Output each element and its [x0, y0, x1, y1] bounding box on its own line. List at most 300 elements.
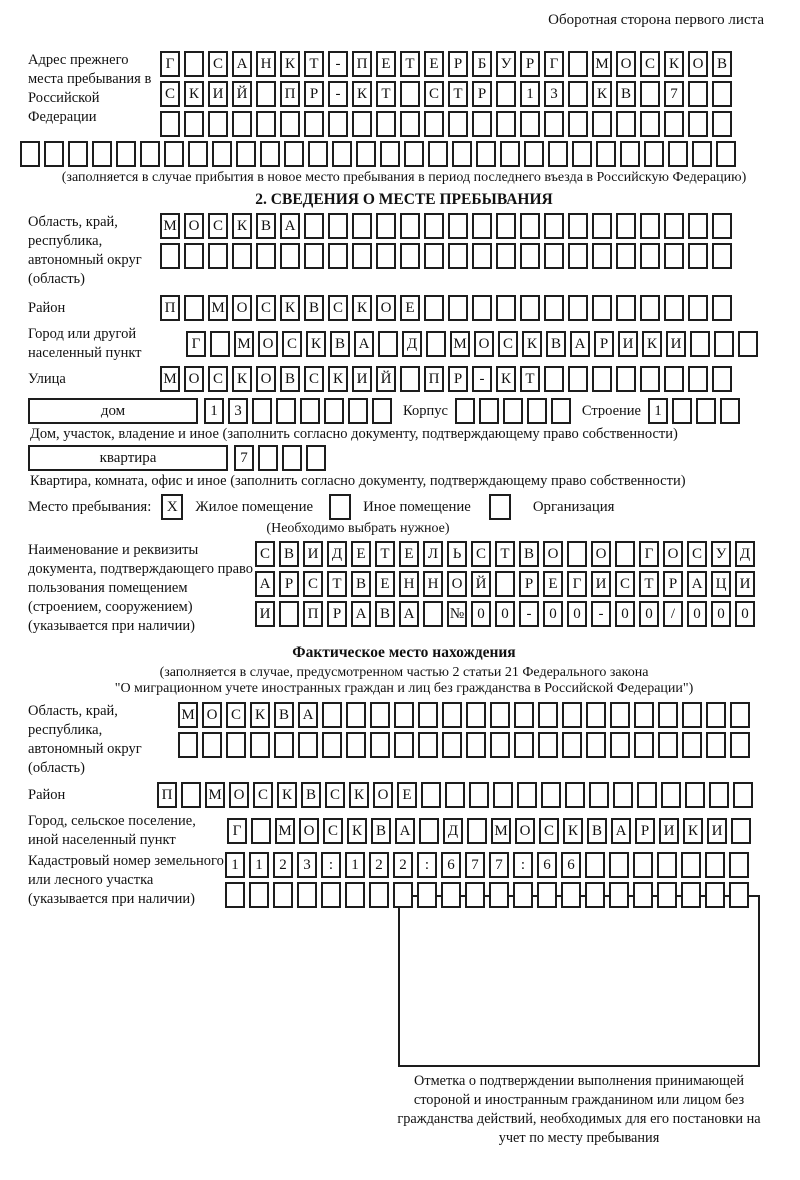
char-cell[interactable]: Б [472, 51, 492, 77]
char-cell[interactable] [276, 398, 296, 424]
char-cell[interactable]: В [371, 818, 391, 844]
char-cell[interactable]: В [546, 331, 566, 357]
char-cell[interactable] [692, 141, 712, 167]
char-cell[interactable]: К [232, 366, 252, 392]
region-row-2[interactable] [160, 243, 736, 269]
char-cell[interactable]: М [234, 331, 254, 357]
char-cell[interactable]: В [279, 541, 299, 567]
char-cell[interactable]: П [157, 782, 177, 808]
char-cell[interactable] [586, 732, 606, 758]
char-cell[interactable]: Г [186, 331, 206, 357]
char-cell[interactable] [616, 243, 636, 269]
district-row[interactable] [160, 295, 736, 321]
char-cell[interactable] [712, 213, 732, 239]
char-cell[interactable]: Р [635, 818, 655, 844]
char-cell[interactable]: Е [375, 571, 395, 597]
fact-region-row-1[interactable] [178, 702, 754, 728]
stroenie-row[interactable] [648, 398, 744, 424]
char-cell[interactable]: О [184, 213, 204, 239]
char-cell[interactable]: О [688, 51, 708, 77]
char-cell[interactable]: А [351, 601, 371, 627]
char-cell[interactable] [496, 213, 516, 239]
char-cell[interactable] [92, 141, 112, 167]
char-cell[interactable] [448, 111, 468, 137]
char-cell[interactable] [586, 702, 606, 728]
char-cell[interactable] [596, 141, 616, 167]
char-cell[interactable]: С [160, 81, 180, 107]
char-cell[interactable] [469, 782, 489, 808]
char-cell[interactable] [424, 295, 444, 321]
char-cell[interactable]: К [563, 818, 583, 844]
char-cell[interactable]: 1 [204, 398, 224, 424]
char-cell[interactable] [400, 366, 420, 392]
char-cell[interactable] [300, 398, 320, 424]
char-cell[interactable] [297, 882, 317, 908]
char-cell[interactable] [465, 882, 485, 908]
char-cell[interactable] [428, 141, 448, 167]
char-cell[interactable] [424, 111, 444, 137]
char-cell[interactable] [685, 782, 705, 808]
char-cell[interactable]: К [683, 818, 703, 844]
char-cell[interactable] [592, 295, 612, 321]
char-cell[interactable] [681, 882, 701, 908]
char-cell[interactable] [304, 213, 324, 239]
char-cell[interactable] [568, 111, 588, 137]
char-cell[interactable]: И [303, 541, 323, 567]
char-cell[interactable] [376, 111, 396, 137]
char-cell[interactable]: В [274, 702, 294, 728]
char-cell[interactable]: А [232, 51, 252, 77]
char-cell[interactable] [256, 111, 276, 137]
char-cell[interactable]: О [184, 366, 204, 392]
char-cell[interactable] [696, 398, 716, 424]
char-cell[interactable] [20, 141, 40, 167]
char-cell[interactable]: Н [256, 51, 276, 77]
char-cell[interactable] [394, 732, 414, 758]
char-cell[interactable] [657, 852, 677, 878]
char-cell[interactable]: Р [472, 81, 492, 107]
char-cell[interactable] [514, 702, 534, 728]
char-cell[interactable] [448, 213, 468, 239]
char-cell[interactable] [352, 213, 372, 239]
char-cell[interactable]: О [591, 541, 611, 567]
char-cell[interactable] [517, 782, 537, 808]
document-row-3[interactable] [255, 601, 759, 627]
char-cell[interactable] [273, 882, 293, 908]
char-cell[interactable]: О [616, 51, 636, 77]
char-cell[interactable] [202, 732, 222, 758]
char-cell[interactable] [308, 141, 328, 167]
char-cell[interactable]: А [298, 702, 318, 728]
char-cell[interactable] [181, 782, 201, 808]
document-row-2[interactable] [255, 571, 759, 597]
char-cell[interactable] [634, 732, 654, 758]
char-cell[interactable]: Д [735, 541, 755, 567]
char-cell[interactable] [524, 141, 544, 167]
char-cell[interactable] [400, 111, 420, 137]
char-cell[interactable] [212, 141, 232, 167]
char-cell[interactable] [731, 818, 751, 844]
char-cell[interactable]: В [256, 213, 276, 239]
char-cell[interactable] [544, 366, 564, 392]
char-cell[interactable] [541, 782, 561, 808]
prev-address-row-4[interactable] [20, 141, 780, 167]
char-cell[interactable]: К [522, 331, 542, 357]
char-cell[interactable] [720, 398, 740, 424]
char-cell[interactable]: 0 [735, 601, 755, 627]
char-cell[interactable] [423, 601, 443, 627]
char-cell[interactable] [640, 295, 660, 321]
char-cell[interactable]: А [354, 331, 374, 357]
char-cell[interactable]: Р [448, 366, 468, 392]
char-cell[interactable]: 0 [711, 601, 731, 627]
char-cell[interactable]: - [328, 51, 348, 77]
char-cell[interactable] [585, 882, 605, 908]
char-cell[interactable] [495, 571, 515, 597]
char-cell[interactable] [424, 213, 444, 239]
char-cell[interactable] [544, 213, 564, 239]
char-cell[interactable] [421, 782, 441, 808]
char-cell[interactable]: С [323, 818, 343, 844]
char-cell[interactable] [418, 702, 438, 728]
char-cell[interactable] [609, 882, 629, 908]
char-cell[interactable]: И [659, 818, 679, 844]
char-cell[interactable]: Н [399, 571, 419, 597]
char-cell[interactable] [616, 213, 636, 239]
char-cell[interactable] [258, 445, 278, 471]
char-cell[interactable]: В [375, 601, 395, 627]
char-cell[interactable] [610, 732, 630, 758]
char-cell[interactable]: А [280, 213, 300, 239]
char-cell[interactable]: С [687, 541, 707, 567]
char-cell[interactable]: К [496, 366, 516, 392]
char-cell[interactable] [282, 445, 302, 471]
char-cell[interactable]: М [178, 702, 198, 728]
char-cell[interactable] [394, 702, 414, 728]
char-cell[interactable] [164, 141, 184, 167]
char-cell[interactable] [380, 141, 400, 167]
char-cell[interactable]: М [275, 818, 295, 844]
char-cell[interactable]: И [208, 81, 228, 107]
char-cell[interactable] [328, 111, 348, 137]
char-cell[interactable] [568, 51, 588, 77]
char-cell[interactable] [709, 782, 729, 808]
street-row[interactable] [160, 366, 736, 392]
char-cell[interactable] [716, 141, 736, 167]
cadastral-row-2[interactable] [225, 882, 753, 908]
char-cell[interactable] [520, 295, 540, 321]
char-cell[interactable] [640, 111, 660, 137]
char-cell[interactable] [304, 111, 324, 137]
char-cell[interactable]: - [519, 601, 539, 627]
char-cell[interactable]: Н [423, 571, 443, 597]
char-cell[interactable]: № [447, 601, 467, 627]
char-cell[interactable]: С [498, 331, 518, 357]
char-cell[interactable]: Т [495, 541, 515, 567]
char-cell[interactable] [681, 852, 701, 878]
char-cell[interactable]: Е [424, 51, 444, 77]
char-cell[interactable] [400, 243, 420, 269]
char-cell[interactable] [448, 295, 468, 321]
char-cell[interactable]: 0 [543, 601, 563, 627]
char-cell[interactable]: Ь [447, 541, 467, 567]
char-cell[interactable] [568, 213, 588, 239]
region-row-1[interactable] [160, 213, 736, 239]
char-cell[interactable] [682, 732, 702, 758]
char-cell[interactable] [328, 213, 348, 239]
char-cell[interactable] [688, 243, 708, 269]
char-cell[interactable] [706, 702, 726, 728]
char-cell[interactable]: К [328, 366, 348, 392]
char-cell[interactable] [544, 243, 564, 269]
char-cell[interactable] [538, 702, 558, 728]
char-cell[interactable]: А [395, 818, 415, 844]
char-cell[interactable] [345, 882, 365, 908]
char-cell[interactable] [705, 882, 725, 908]
char-cell[interactable] [657, 882, 677, 908]
char-cell[interactable] [568, 366, 588, 392]
char-cell[interactable]: И [735, 571, 755, 597]
char-cell[interactable]: О [229, 782, 249, 808]
char-cell[interactable] [489, 882, 509, 908]
char-cell[interactable]: А [687, 571, 707, 597]
char-cell[interactable] [496, 81, 516, 107]
char-cell[interactable] [442, 702, 462, 728]
char-cell[interactable] [188, 141, 208, 167]
char-cell[interactable] [520, 111, 540, 137]
char-cell[interactable] [661, 782, 681, 808]
char-cell[interactable]: В [304, 295, 324, 321]
char-cell[interactable] [445, 782, 465, 808]
char-cell[interactable] [567, 541, 587, 567]
char-cell[interactable]: Р [594, 331, 614, 357]
char-cell[interactable]: С [615, 571, 635, 597]
char-cell[interactable] [251, 818, 271, 844]
char-cell[interactable] [442, 732, 462, 758]
char-cell[interactable]: О [256, 366, 276, 392]
char-cell[interactable] [322, 732, 342, 758]
char-cell[interactable]: О [447, 571, 467, 597]
char-cell[interactable] [616, 295, 636, 321]
char-cell[interactable]: Г [160, 51, 180, 77]
char-cell[interactable] [404, 141, 424, 167]
char-cell[interactable]: А [570, 331, 590, 357]
char-cell[interactable] [496, 243, 516, 269]
char-cell[interactable] [466, 732, 486, 758]
char-cell[interactable] [232, 243, 252, 269]
char-cell[interactable] [348, 398, 368, 424]
char-cell[interactable] [688, 111, 708, 137]
char-cell[interactable]: Р [279, 571, 299, 597]
char-cell[interactable] [688, 366, 708, 392]
char-cell[interactable] [688, 295, 708, 321]
char-cell[interactable] [280, 243, 300, 269]
char-cell[interactable]: Р [304, 81, 324, 107]
char-cell[interactable]: П [280, 81, 300, 107]
char-cell[interactable] [688, 213, 708, 239]
char-cell[interactable]: О [299, 818, 319, 844]
char-cell[interactable] [712, 366, 732, 392]
char-cell[interactable]: Е [376, 51, 396, 77]
char-cell[interactable]: 6 [537, 852, 557, 878]
char-cell[interactable]: С [640, 51, 660, 77]
char-cell[interactable] [640, 81, 660, 107]
char-cell[interactable]: Д [327, 541, 347, 567]
char-cell[interactable] [664, 243, 684, 269]
char-cell[interactable]: Й [471, 571, 491, 597]
char-cell[interactable]: И [618, 331, 638, 357]
char-cell[interactable]: 1 [345, 852, 365, 878]
char-cell[interactable] [424, 243, 444, 269]
char-cell[interactable] [503, 398, 523, 424]
char-cell[interactable] [682, 702, 702, 728]
char-cell[interactable]: 6 [441, 852, 461, 878]
char-cell[interactable] [658, 732, 678, 758]
char-cell[interactable] [664, 295, 684, 321]
char-cell[interactable] [634, 702, 654, 728]
char-cell[interactable]: О [663, 541, 683, 567]
char-cell[interactable]: 2 [273, 852, 293, 878]
char-cell[interactable]: С [208, 51, 228, 77]
char-cell[interactable]: Т [520, 366, 540, 392]
char-cell[interactable] [690, 331, 710, 357]
char-cell[interactable]: Й [232, 81, 252, 107]
char-cell[interactable] [68, 141, 88, 167]
char-cell[interactable]: У [711, 541, 731, 567]
char-cell[interactable]: Е [400, 295, 420, 321]
char-cell[interactable] [664, 111, 684, 137]
char-cell[interactable]: В [351, 571, 371, 597]
char-cell[interactable] [688, 81, 708, 107]
char-cell[interactable] [393, 882, 413, 908]
char-cell[interactable]: 6 [561, 852, 581, 878]
char-cell[interactable] [476, 141, 496, 167]
char-cell[interactable]: О [202, 702, 222, 728]
char-cell[interactable]: А [255, 571, 275, 597]
char-cell[interactable] [672, 398, 692, 424]
char-cell[interactable]: С [303, 571, 323, 597]
char-cell[interactable]: Т [375, 541, 395, 567]
char-cell[interactable]: С [471, 541, 491, 567]
char-cell[interactable]: И [707, 818, 727, 844]
char-cell[interactable] [466, 702, 486, 728]
char-cell[interactable]: М [491, 818, 511, 844]
char-cell[interactable] [306, 445, 326, 471]
char-cell[interactable] [260, 141, 280, 167]
char-cell[interactable] [613, 782, 633, 808]
char-cell[interactable] [467, 818, 487, 844]
char-cell[interactable]: С [208, 366, 228, 392]
char-cell[interactable] [256, 81, 276, 107]
char-cell[interactable] [730, 732, 750, 758]
char-cell[interactable] [400, 81, 420, 107]
char-cell[interactable] [448, 243, 468, 269]
char-cell[interactable]: 1 [249, 852, 269, 878]
char-cell[interactable] [592, 366, 612, 392]
char-cell[interactable] [472, 213, 492, 239]
char-cell[interactable]: Г [639, 541, 659, 567]
char-cell[interactable] [376, 213, 396, 239]
char-cell[interactable]: А [611, 818, 631, 844]
char-cell[interactable] [658, 702, 678, 728]
char-cell[interactable] [346, 702, 366, 728]
char-cell[interactable] [250, 732, 270, 758]
char-cell[interactable]: Д [443, 818, 463, 844]
char-cell[interactable] [160, 243, 180, 269]
char-cell[interactable] [664, 366, 684, 392]
char-cell[interactable]: П [424, 366, 444, 392]
city-row[interactable] [186, 331, 762, 357]
char-cell[interactable] [356, 141, 376, 167]
char-cell[interactable] [208, 111, 228, 137]
char-cell[interactable]: В [712, 51, 732, 77]
char-cell[interactable]: - [591, 601, 611, 627]
char-cell[interactable]: К [352, 81, 372, 107]
char-cell[interactable]: К [306, 331, 326, 357]
char-cell[interactable]: М [450, 331, 470, 357]
char-cell[interactable] [589, 782, 609, 808]
char-cell[interactable]: С [226, 702, 246, 728]
char-cell[interactable] [210, 331, 230, 357]
char-cell[interactable]: 7 [664, 81, 684, 107]
char-cell[interactable]: И [666, 331, 686, 357]
char-cell[interactable]: / [663, 601, 683, 627]
char-cell[interactable] [592, 213, 612, 239]
char-cell[interactable]: - [328, 81, 348, 107]
char-cell[interactable]: М [160, 366, 180, 392]
char-cell[interactable] [551, 398, 571, 424]
char-cell[interactable]: В [301, 782, 321, 808]
char-cell[interactable] [44, 141, 64, 167]
char-cell[interactable]: Г [544, 51, 564, 77]
char-cell[interactable] [376, 243, 396, 269]
char-cell[interactable] [252, 398, 272, 424]
char-cell[interactable] [520, 213, 540, 239]
char-cell[interactable] [730, 702, 750, 728]
char-cell[interactable]: К [352, 295, 372, 321]
char-cell[interactable] [226, 732, 246, 758]
char-cell[interactable]: О [474, 331, 494, 357]
char-cell[interactable]: С [282, 331, 302, 357]
char-cell[interactable]: С [208, 213, 228, 239]
checkbox-other-premises[interactable] [329, 494, 351, 520]
char-cell[interactable] [178, 732, 198, 758]
char-cell[interactable]: М [160, 213, 180, 239]
char-cell[interactable] [705, 852, 725, 878]
char-cell[interactable] [714, 331, 734, 357]
char-cell[interactable]: 7 [465, 852, 485, 878]
char-cell[interactable]: К [184, 81, 204, 107]
char-cell[interactable] [256, 243, 276, 269]
char-cell[interactable]: П [160, 295, 180, 321]
char-cell[interactable] [537, 882, 557, 908]
char-cell[interactable]: Е [351, 541, 371, 567]
char-cell[interactable] [544, 111, 564, 137]
char-cell[interactable]: Р [519, 571, 539, 597]
char-cell[interactable] [513, 882, 533, 908]
char-cell[interactable]: 0 [471, 601, 491, 627]
char-cell[interactable]: К [642, 331, 662, 357]
char-cell[interactable]: М [208, 295, 228, 321]
char-cell[interactable]: Й [376, 366, 396, 392]
char-cell[interactable]: К [280, 295, 300, 321]
char-cell[interactable]: К [349, 782, 369, 808]
char-cell[interactable]: К [250, 702, 270, 728]
char-cell[interactable]: 0 [567, 601, 587, 627]
char-cell[interactable] [378, 331, 398, 357]
char-cell[interactable] [568, 295, 588, 321]
char-cell[interactable]: Е [397, 782, 417, 808]
